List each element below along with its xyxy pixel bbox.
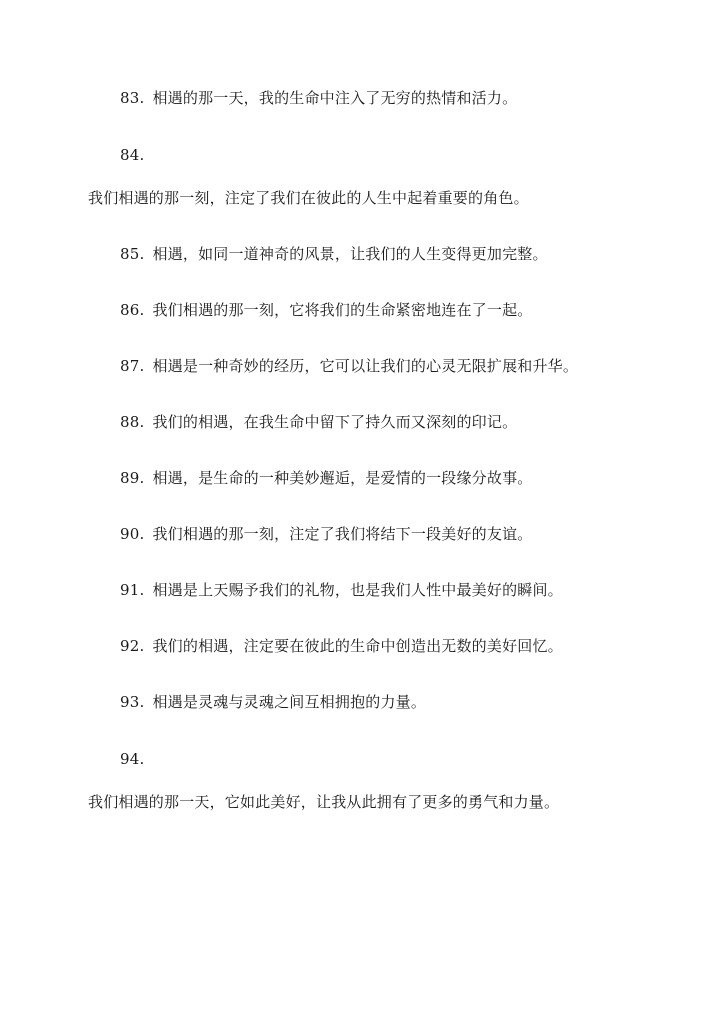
item-number: 86. [120, 301, 145, 319]
item-text: 相遇是一种奇妙的经历，它可以让我们的心灵无限扩展和升华。 [152, 357, 579, 375]
item-text: 我们相遇的那一刻，它将我们的生命紧密地连在了一起。 [152, 301, 533, 319]
list-item [120, 636, 563, 656]
list-item [120, 412, 517, 432]
list-item [120, 244, 548, 264]
item-number: 88. [120, 413, 145, 431]
item-number: 89. [120, 469, 145, 487]
list-item [120, 468, 532, 488]
list-item [120, 580, 563, 600]
item-text: 我们相遇的那一刻，注定了我们将结下一段美好的友谊。 [152, 525, 533, 543]
item-text: 相遇，是生命的一种美妙邂逅，是爱情的一段缘分故事。 [152, 469, 533, 487]
list-item [120, 524, 532, 544]
item-number: 87. [120, 357, 145, 375]
item-number: 92. [120, 637, 145, 655]
item-text: 相遇的那一天，我的生命中注入了无穷的热情和活力。 [152, 89, 518, 107]
list-item [120, 88, 517, 108]
list-item [120, 300, 532, 320]
item-text: 我们的相遇，注定要在彼此的生命中创造出无数的美好回忆。 [152, 637, 563, 655]
item-text: 相遇，如同一道神奇的风景，让我们的人生变得更加完整。 [152, 245, 548, 263]
item-text: 相遇是上天赐予我们的礼物，也是我们人性中最美好的瞬间。 [152, 581, 563, 599]
item-number: 85. [120, 245, 145, 263]
item-number: 84. [120, 146, 145, 164]
item-text: 我们相遇的那一天，它如此美好，让我从此拥有了更多的勇气和力量。 [88, 793, 560, 811]
item-text: 我们相遇的那一刻，注定了我们在彼此的人生中起着重要的角色。 [88, 189, 529, 207]
list-item [120, 692, 426, 712]
item-number: 93. [120, 693, 145, 711]
item-number: 83. [120, 89, 145, 107]
item-text: 我们的相遇，在我生命中留下了持久而又深刻的印记。 [152, 413, 518, 431]
list-item [120, 356, 578, 376]
item-number: 91. [120, 581, 145, 599]
item-number: 94. [120, 750, 145, 768]
item-number: 90. [120, 525, 145, 543]
item-text: 相遇是灵魂与灵魂之间互相拥抱的力量。 [152, 693, 427, 711]
